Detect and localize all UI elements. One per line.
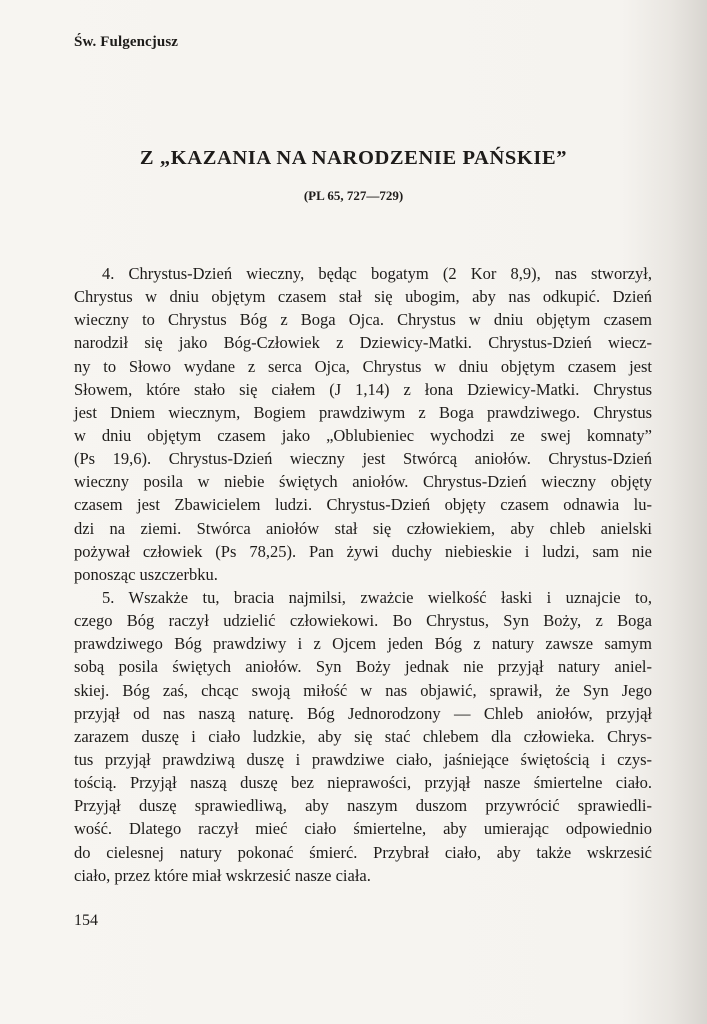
page-number: 154 <box>74 912 98 929</box>
article-title: Z „KAZANIA NA NARODZENIE PAŃSKIE” <box>139 147 568 169</box>
running-head: Św. Fulgencjusz <box>74 34 179 50</box>
text-line: ciało, przez które miał wskrzesić nasze ciała. <box>74 865 371 885</box>
text-line: czego Bóg raczył udzielić człowiekowi. Bo Chrystus, Syn Boży, z Boga <box>74 611 652 631</box>
text-line: do cielesnej natury pokonać śmierć. Przybrał ciało, aby także wskrzesić <box>74 842 652 862</box>
text-line: wieczny to Chrystus Bóg z Boga Ojca. Chrystus w dniu objętym czasem <box>74 310 652 330</box>
text-line: czasem jest Zbawicielem ludzi. Chrystus-Dzień objęty czasem odnawia lu- <box>74 495 652 515</box>
source-reference: (PL 65, 727—729) <box>303 188 404 203</box>
text-line: dzi na ziemi. Stwórca aniołów stał się człowiekiem, aby chleb anielski <box>74 518 652 538</box>
text-line: ponosząc uszczerbku. <box>74 564 218 584</box>
text-line: skiej. Bóg zaś, chcąc swoją miłość w nas objawić, sprawił, że Syn Jego <box>74 680 652 700</box>
text-line: Przyjął duszę sprawiedliwą, aby naszym duszom przywrócić sprawiedli- <box>74 796 652 816</box>
text-line: jest Dniem wiecznym, Bogiem prawdziwym z Boga prawdziwego. Chrystus <box>74 402 652 422</box>
text-line: tością. Przyjął naszą duszę bez nieprawości, przyjął nasze śmiertelne ciało. <box>74 773 652 793</box>
text-line: przyjął od nas naszą naturę. Bóg Jednorodzony — Chleb aniołów, przyjął <box>74 703 652 723</box>
text-line: sobą posila świętych aniołów. Syn Boży jednak nie przyjął natury aniel- <box>74 657 652 677</box>
text-line: tus przyjął prawdziwą duszę i prawdziwe ciało, jaśniejące świętością i czys- <box>74 749 652 769</box>
text-line: wość. Dlatego raczył mieć ciało śmiertelne, aby umierając odpowiednio <box>74 819 652 839</box>
text-line: wieczny posila w niebie świętych aniołów. Chrystus-Dzień wieczny objęty <box>74 472 652 492</box>
text-line: ny to Słowo wydane z serca Ojca, Chrystus w dniu objętym czasem jest <box>74 356 652 376</box>
text-line: narodził się jako Bóg-Człowiek z Dziewicy-Matki. Chrystus-Dzień wiecz- <box>74 333 652 353</box>
paragraph-4 <box>74 262 652 586</box>
text-line: pożywał człowiek (Ps 78,25). Pan żywi duchy niebieskie i ludzi, sam nie <box>74 541 652 561</box>
text-line: 4. Chrystus-Dzień wieczny, będąc bogatym (2 Kor 8,9), nas stworzył, <box>102 264 652 283</box>
text-line: Słowem, które stało się ciałem (J 1,14) z łona Dziewicy-Matki. Chrystus <box>74 379 652 399</box>
paragraph-5 <box>74 586 652 887</box>
text-line: zarazem duszę i ciało ludzkie, aby się stać chlebem dla człowieka. Chrys- <box>74 726 652 746</box>
text-line: w dniu objętym czasem jako „Oblubieniec wychodzi ze swej komnaty” <box>74 425 652 445</box>
text-line: prawdziwego Bóg prawdziwy i z Ojcem jeden Bóg z natury zawsze samym <box>74 634 652 654</box>
text-line: 5. Wszakże tu, bracia najmilsi, zważcie wielkość łaski i uznajcie to, <box>102 587 652 607</box>
text-line: Chrystus w dniu objętym czasem stał się ubogim, aby nas odkupić. Dzień <box>74 287 652 307</box>
body-text <box>74 262 652 887</box>
text-line: (Ps 19,6). Chrystus-Dzień wieczny jest Stwórcą aniołów. Chrystus-Dzień <box>74 449 652 469</box>
